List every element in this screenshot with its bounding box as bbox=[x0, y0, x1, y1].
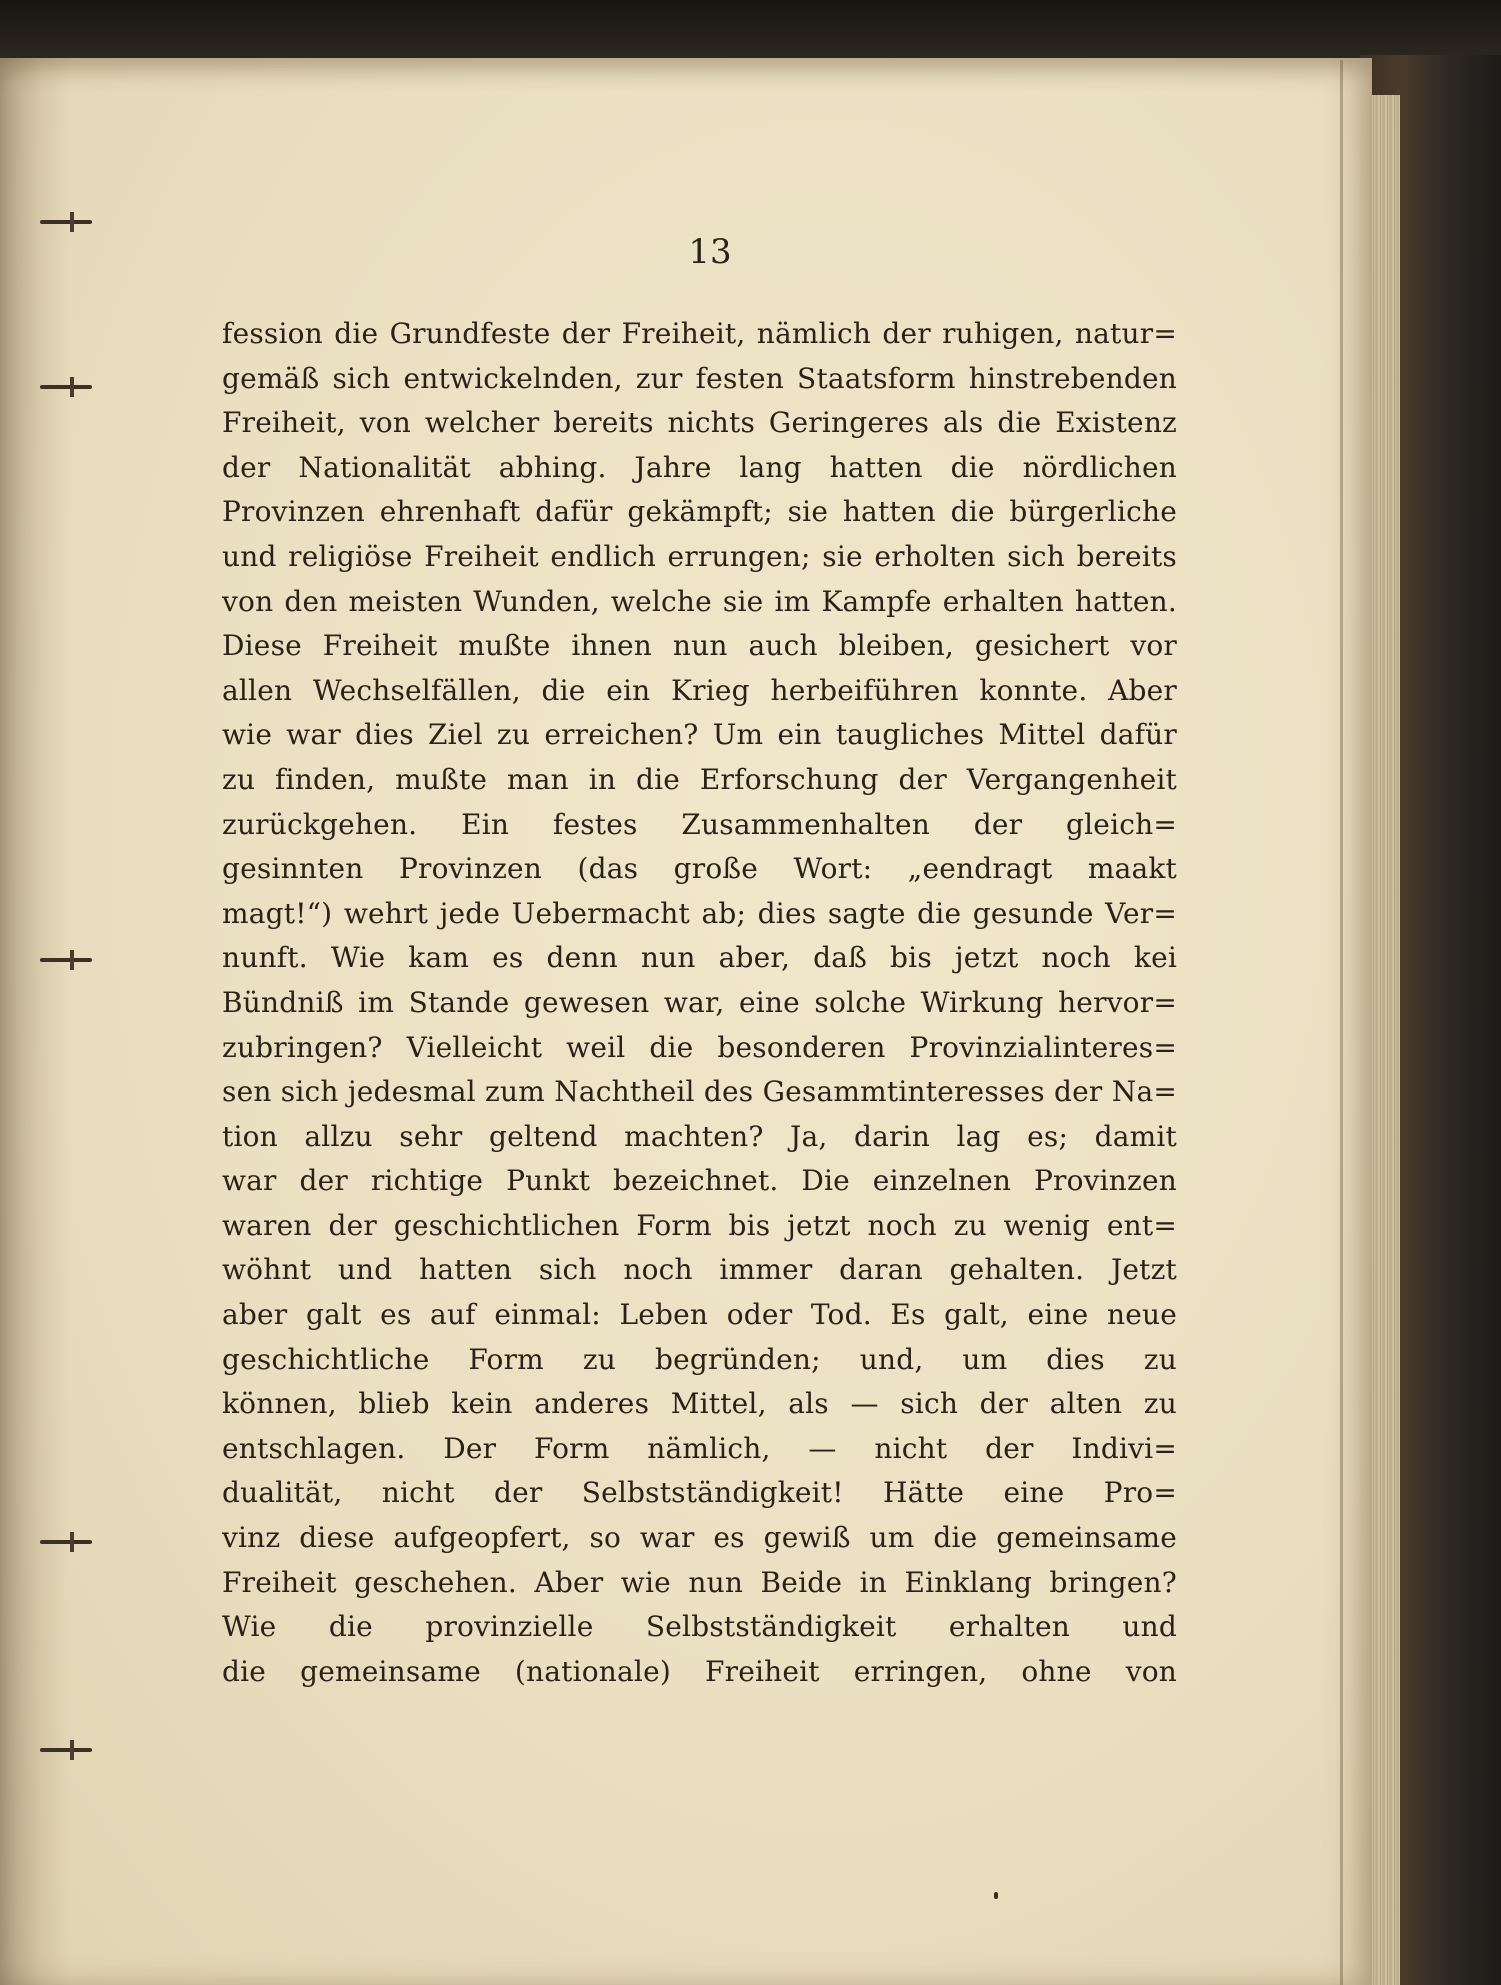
text-line: zu finden, mußte man in die Erforschung der Vergangenheit bbox=[222, 762, 1177, 796]
page-body-text bbox=[222, 312, 1177, 1694]
book-top-edge bbox=[0, 0, 1501, 60]
text-line: wöhnt und hatten sich noch immer daran gehalten. Jetzt bbox=[222, 1253, 1177, 1287]
text-line: waren der geschichtlichen Form bis jetzt noch zu wenig ent= bbox=[222, 1208, 1177, 1242]
text-line: tion allzu sehr geltend machten? Ja, darin lag es; damit bbox=[222, 1119, 1177, 1153]
text-line: fession die Grundfeste der Freiheit, nämlich der ruhigen, natur= bbox=[222, 317, 1177, 350]
page-fold-line bbox=[1340, 60, 1343, 1985]
text-line: vinz diese aufgeopfert, so war es gewiß um die gemeinsame bbox=[222, 1521, 1177, 1555]
text-line: und religiöse Freiheit endlich errungen; sie erholten sich bereits bbox=[222, 539, 1177, 573]
text-line: sen sich jedesmal zum Nachtheil des Gesammtinteresses der Na= bbox=[222, 1075, 1177, 1109]
text-line: zurückgehen. Ein festes Zusammenhalten der gleich= bbox=[222, 807, 1177, 841]
text-line: aber galt es auf einmal: Leben oder Tod. Es galt, eine neue bbox=[222, 1298, 1177, 1332]
text-line: Provinzen ehrenhaft dafür gekämpft; sie hatten die bürgerliche bbox=[222, 495, 1177, 529]
text-line: von den meisten Wunden, welche sie im Kampfe erhalten hatten. bbox=[222, 584, 1177, 618]
text-line: der Nationalität abhing. Jahre lang hatten die nördlichen bbox=[222, 450, 1177, 484]
page-gutter bbox=[0, 58, 70, 1985]
ink-speck bbox=[994, 1892, 998, 1899]
binding-stitch bbox=[40, 220, 92, 224]
binding-stitch bbox=[40, 1540, 92, 1544]
text-line: zubringen? Vielleicht weil die besonderen Provinzialinteres= bbox=[222, 1030, 1177, 1064]
text-line: können, blieb kein anderes Mittel, als — sich der alten zu bbox=[222, 1387, 1177, 1421]
text-line: Diese Freiheit mußte ihnen nun auch bleiben, gesichert vor bbox=[222, 629, 1177, 663]
page-number: 13 bbox=[688, 232, 732, 272]
binding-stitch bbox=[40, 385, 92, 389]
text-line: allen Wechselfällen, die ein Krieg herbeiführen konnte. Aber bbox=[222, 673, 1177, 707]
text-line: war der richtige Punkt bezeichnet. Die einzelnen Provinzen bbox=[222, 1164, 1177, 1198]
text-line: magt!“) wehrt jede Uebermacht ab; dies sagte die gesunde Ver= bbox=[222, 896, 1177, 930]
text-line: entschlagen. Der Form nämlich, — nicht der Indivi= bbox=[222, 1431, 1177, 1465]
text-line: dualität, nicht der Selbstständigkeit! Hätte eine Pro= bbox=[222, 1476, 1177, 1510]
text-line: Freiheit geschehen. Aber wie nun Beide in Einklang bringen? bbox=[222, 1565, 1177, 1599]
text-line: nunft. Wie kam es denn nun aber, daß bis jetzt noch kei bbox=[222, 941, 1177, 975]
text-line: Wie die provinzielle Selbstständigkeit erhalten und bbox=[222, 1610, 1177, 1644]
text-line: Bündniß im Stande gewesen war, eine solche Wirkung hervor= bbox=[222, 985, 1177, 1019]
binding-stitch bbox=[40, 1748, 92, 1752]
text-line: gesinnten Provinzen (das große Wort: „eendragt maakt bbox=[222, 852, 1177, 886]
text-line: die gemeinsame (nationale) Freiheit erringen, ohne von bbox=[222, 1654, 1177, 1688]
text-line: Freiheit, von welcher bereits nichts Geringeres als die Existenz bbox=[222, 406, 1177, 440]
binding-stitch bbox=[40, 958, 92, 962]
text-line: geschichtliche Form zu begründen; und, um dies zu bbox=[222, 1342, 1177, 1376]
text-line: gemäß sich entwickelnden, zur festen Staatsform hinstrebenden bbox=[222, 361, 1177, 395]
text-line: wie war dies Ziel zu erreichen? Um ein taugliches Mittel dafür bbox=[222, 718, 1177, 752]
